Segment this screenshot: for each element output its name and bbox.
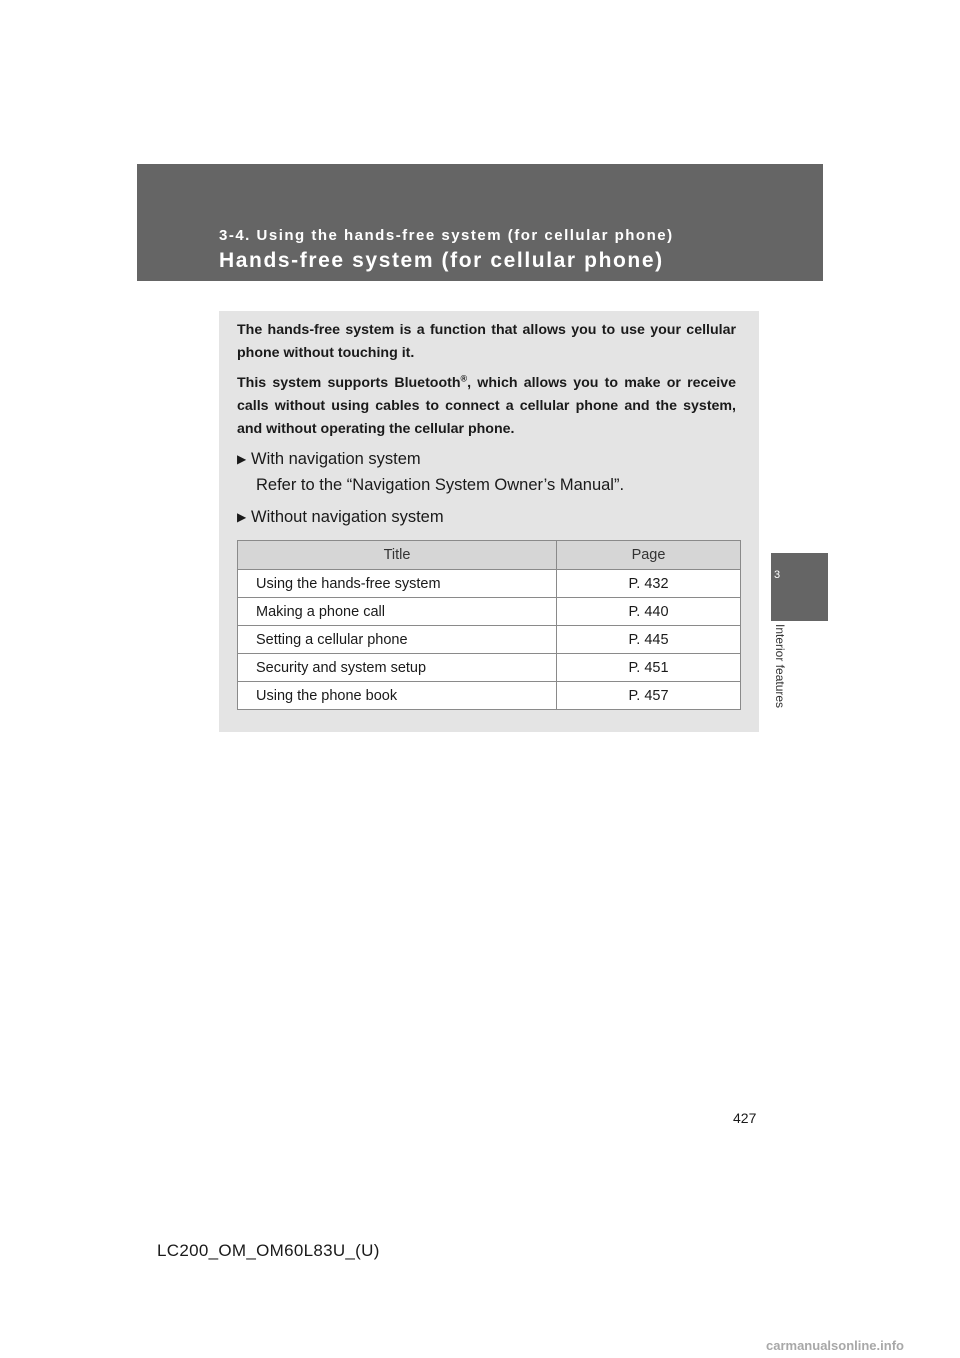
row-title: Setting a cellular phone bbox=[238, 626, 557, 654]
registered-mark: ® bbox=[460, 373, 468, 384]
section-label: 3-4. Using the hands-free system (for cellular phone) bbox=[219, 227, 674, 244]
row-page: P. 445 bbox=[557, 626, 741, 654]
table-header-row bbox=[238, 541, 741, 570]
row-page: P. 457 bbox=[557, 682, 741, 710]
bullet-label: Without navigation system bbox=[251, 508, 444, 526]
header-band bbox=[137, 164, 823, 281]
triangle-bullet-icon: ▶ bbox=[237, 452, 247, 466]
table-row bbox=[238, 682, 741, 710]
row-page: P. 451 bbox=[557, 654, 741, 682]
chapter-number: 3 bbox=[773, 569, 781, 581]
bluetooth-text-end: , which allows you to make or receive calls without using cables to connect a cellular phone and the system, and without operating the cellular phone. bbox=[237, 375, 737, 437]
row-title: Using the hands-free system bbox=[238, 570, 557, 598]
table-row bbox=[238, 626, 741, 654]
triangle-bullet-icon: ▶ bbox=[237, 510, 247, 524]
row-title: Security and system setup bbox=[238, 654, 557, 682]
row-page: P. 432 bbox=[557, 570, 741, 598]
table-row bbox=[238, 598, 741, 626]
chapter-name: Interior features bbox=[773, 624, 787, 709]
chapter-tab bbox=[771, 553, 828, 621]
watermark: carmanualsonline.info bbox=[766, 1338, 904, 1353]
page-index-table bbox=[237, 540, 741, 710]
page-number: 427 bbox=[733, 1110, 757, 1126]
page-title: Hands-free system (for cellular phone) bbox=[219, 249, 664, 272]
table-row bbox=[238, 570, 741, 598]
column-header-title: Title bbox=[238, 541, 557, 570]
intro-paragraph: The hands-free system is a function that allows you to use your cellular phone without touching it. bbox=[237, 322, 736, 361]
row-title: Making a phone call bbox=[238, 598, 557, 626]
row-page: P. 440 bbox=[557, 598, 741, 626]
bluetooth-text-start: This system supports Bluetooth bbox=[237, 375, 461, 391]
content-panel bbox=[219, 311, 759, 732]
row-title: Using the phone book bbox=[238, 682, 557, 710]
table-row bbox=[238, 654, 741, 682]
bullet-with-navigation bbox=[237, 450, 421, 469]
bullet-label: With navigation system bbox=[251, 450, 421, 468]
document-code: LC200_OM_OM60L83U_(U) bbox=[157, 1241, 380, 1260]
bluetooth-paragraph bbox=[237, 372, 736, 441]
column-header-page: Page bbox=[557, 541, 741, 570]
bullet-without-navigation bbox=[237, 508, 444, 527]
navigation-manual-reference: Refer to the “Navigation System Owner’s Manual”. bbox=[256, 476, 625, 494]
